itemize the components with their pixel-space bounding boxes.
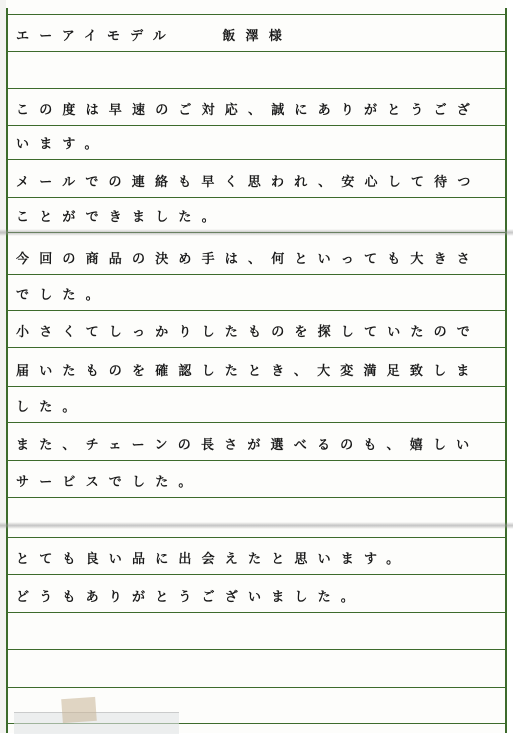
line-text: とても良い品に出会えたと思います。 bbox=[16, 552, 410, 567]
letter-line bbox=[8, 274, 505, 310]
line-text: 届いたものを確認したとき、大変満足致しま bbox=[16, 364, 480, 379]
letter-line bbox=[8, 422, 505, 460]
letter-line bbox=[8, 537, 505, 574]
line-text: メールでの連絡も早く思われ、安心して待つ bbox=[16, 175, 481, 190]
paper-fold-shadow bbox=[0, 522, 513, 529]
letter-line bbox=[8, 310, 505, 347]
letter-line bbox=[8, 497, 505, 537]
letter-line bbox=[8, 88, 505, 125]
letter-line bbox=[8, 612, 505, 649]
line-text: この度は早速のご対応、誠にありがとうござ bbox=[16, 103, 481, 118]
line-text: した。 bbox=[16, 400, 86, 415]
letter-line bbox=[8, 51, 505, 88]
line-text: また、チェーンの長さが選べるのも、嬉しい bbox=[16, 438, 480, 453]
letter-line bbox=[8, 347, 505, 386]
tape-piece bbox=[61, 697, 97, 723]
letter-line bbox=[8, 125, 505, 159]
letter-line bbox=[8, 574, 505, 612]
tape-strip bbox=[14, 712, 179, 734]
letter-line bbox=[8, 460, 505, 497]
line-text: サービスでした。 bbox=[16, 475, 202, 490]
paper-fold-shadow bbox=[0, 229, 513, 236]
letter-line bbox=[8, 197, 505, 232]
line-text: 小さくてしっかりしたものを探していたので bbox=[16, 325, 481, 340]
letter-line bbox=[8, 232, 505, 274]
line-text: 今回の商品の決め手は、何といっても大きさ bbox=[16, 252, 481, 267]
line-text: ことができました。 bbox=[16, 210, 225, 225]
line-text: どうもありがとうございました。 bbox=[16, 590, 365, 605]
letter-line bbox=[8, 159, 505, 197]
line-text: います。 bbox=[16, 137, 108, 152]
line-text: でした。 bbox=[16, 288, 109, 303]
letter-line bbox=[8, 386, 505, 422]
recipient-line: エーアイモデル 飯澤様 bbox=[16, 29, 292, 44]
letter-line bbox=[8, 14, 505, 51]
frame-right-border bbox=[505, 8, 507, 733]
letter-line bbox=[8, 649, 505, 687]
